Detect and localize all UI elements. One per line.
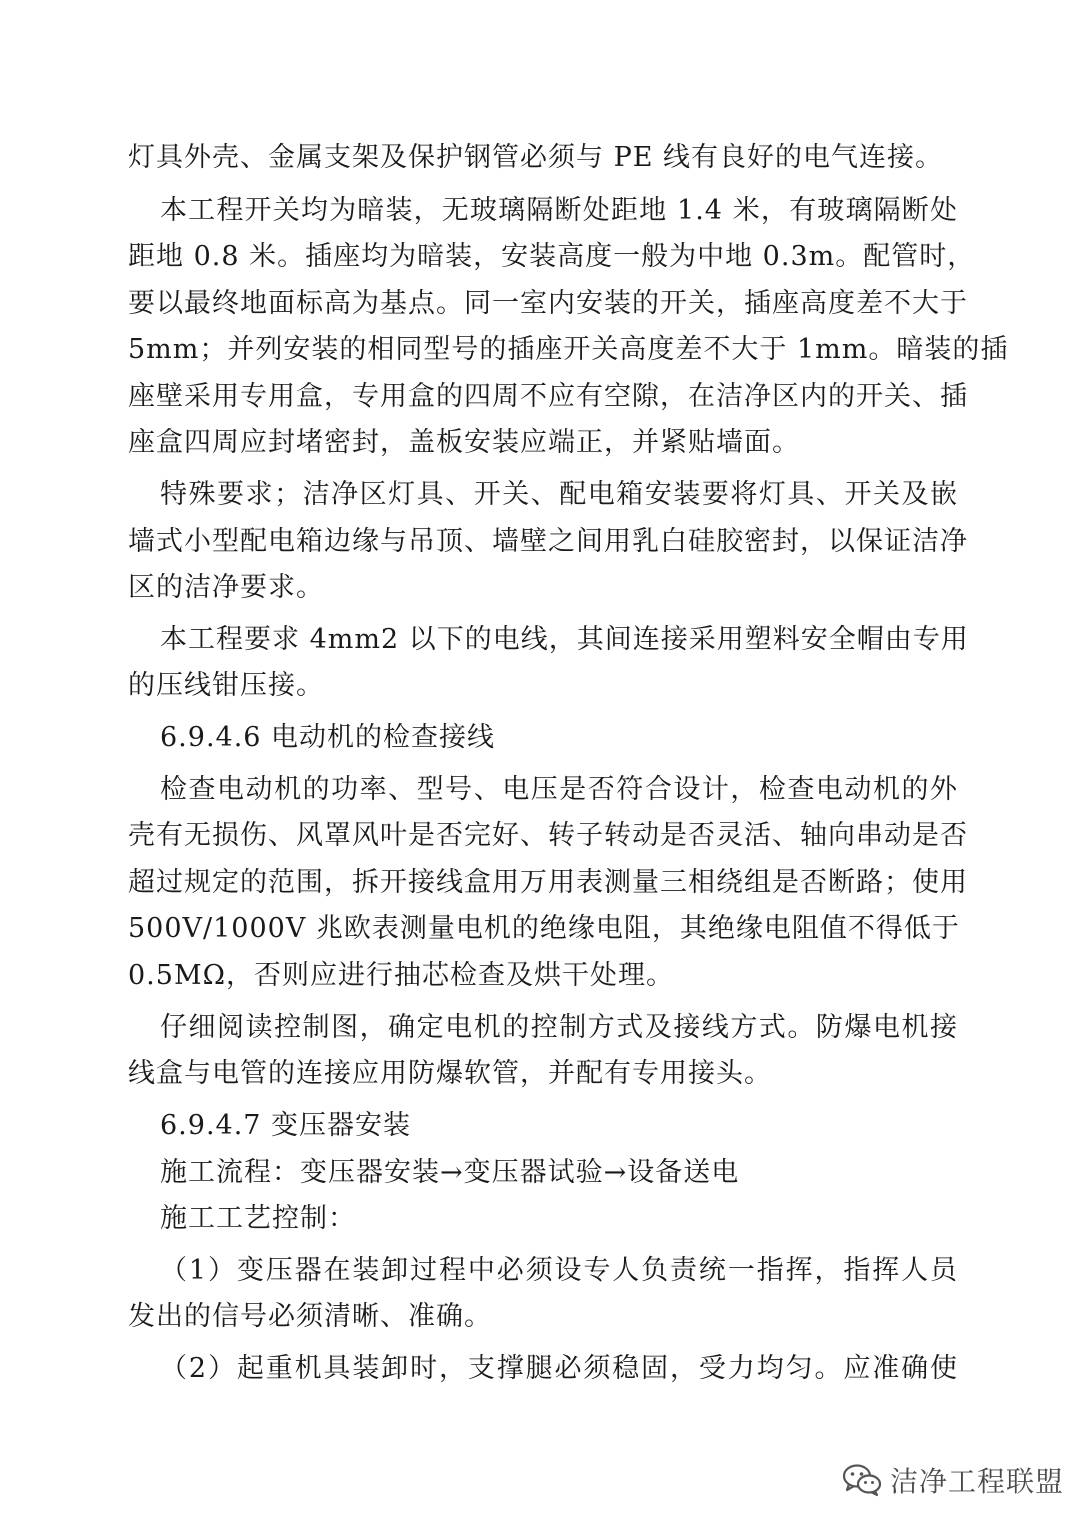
text-line: 座盒四周应封堵密封，盖板安装应端正，并紧贴墙面。: [128, 427, 800, 458]
text-line: 的压线钳压接。: [128, 670, 324, 701]
text-line: 0.5MΩ，否则应进行抽芯检查及烘干处理。: [128, 960, 674, 991]
text-line: 500V/1000V 兆欧表测量电机的绝缘电阻，其绝缘电阻值不得低于: [128, 913, 960, 944]
text-line: （1）变压器在装卸过程中必须设专人负责统一指挥，指挥人员: [160, 1255, 958, 1286]
text-line: 施工流程：变压器安装→变压器试验→设备送电: [160, 1157, 740, 1188]
text-line: 墙式小型配电箱边缘与吊顶、墙壁之间用乳白硅胶密封，以保证洁净: [128, 526, 968, 557]
text-line: 仔细阅读控制图，确定电机的控制方式及接线方式。防爆电机接: [160, 1012, 958, 1043]
text-line: 发出的信号必须清晰、准确。: [128, 1301, 492, 1332]
text-line: 检查电动机的功率、型号、电压是否符合设计，检查电动机的外: [160, 774, 958, 805]
text-line: 5mm；并列安装的相同型号的插座开关高度差不大于 1mm。暗装的插: [128, 334, 1009, 365]
text-line: 距地 0.8 米。插座均为暗装，安装高度一般为中地 0.3m。配管时，: [128, 241, 976, 272]
text-line: 要以最终地面标高为基点。同一室内安装的开关，插座高度差不大于: [128, 288, 968, 319]
watermark: [842, 1455, 1064, 1505]
section-heading: 6.9.4.7 变压器安装: [160, 1110, 412, 1141]
text-line: 本工程开关均为暗装，无玻璃隔断处距地 1.4 米，有玻璃隔断处: [160, 195, 958, 226]
text-line: 壳有无损伤、风罩风叶是否完好、转子转动是否灵活、轴向串动是否: [128, 820, 968, 851]
text-line: 施工工艺控制：: [160, 1203, 356, 1234]
section-heading: 6.9.4.6 电动机的检查接线: [160, 722, 496, 753]
text-line: 本工程要求 4mm2 以下的电线，其间连接采用塑料安全帽由专用: [160, 624, 969, 655]
text-line: 灯具外壳、金属支架及保护钢管必须与 PE 线有良好的电气连接。: [128, 142, 944, 173]
text-line: （2）起重机具装卸时，支撑腿必须稳固，受力均匀。应准确使: [160, 1353, 958, 1384]
text-line: 线盒与电管的连接应用防爆软管，并配有专用接头。: [128, 1058, 772, 1089]
watermark-text: 洁净工程联盟: [890, 1465, 1065, 1498]
text-line: 特殊要求；洁净区灯具、开关、配电箱安装要将灯具、开关及嵌: [160, 479, 958, 510]
text-line: 超过规定的范围，拆开接线盒用万用表测量三相绕组是否断路；使用: [128, 867, 968, 898]
text-line: 区的洁净要求。: [128, 572, 324, 603]
wechat-icon: [842, 1463, 882, 1497]
text-line: 座壁采用专用盒，专用盒的四周不应有空隙，在洁净区内的开关、插: [128, 381, 968, 412]
